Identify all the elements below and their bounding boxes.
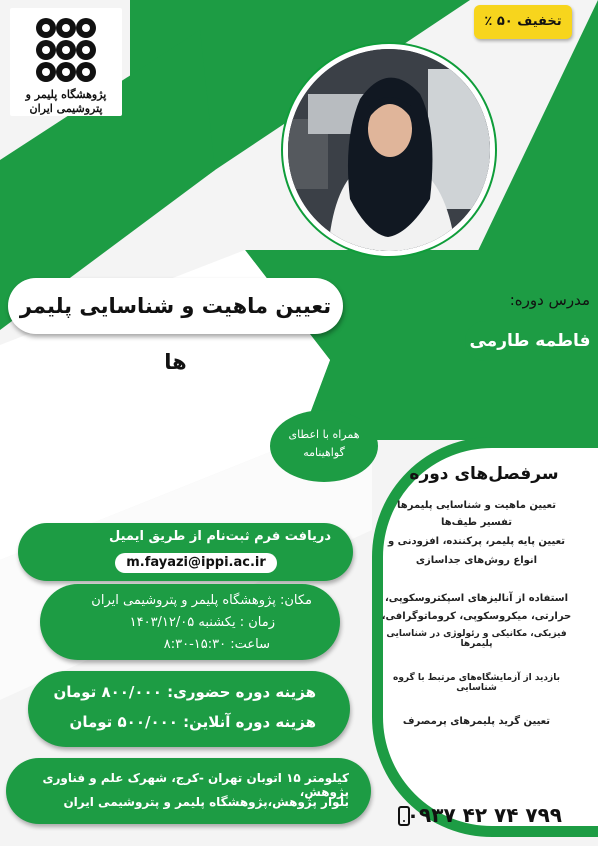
address-line-1: کیلومتر ۱۵ اتوبان تهران -کرج، شهرک علم و فناوری پژوهش، bbox=[42, 771, 349, 799]
syllabus-item: انواع روش‌های جداسازی bbox=[415, 555, 538, 566]
syllabus-item: تفسیر طیف‌ها bbox=[440, 517, 512, 528]
hexagon-cluster-icon bbox=[32, 16, 100, 84]
syllabus-item: تعیین پایه پلیمر، پرکننده، افزودنی و bbox=[387, 536, 565, 547]
venue-time: ساعت: ۱۵:۳۰-۸:۳۰ bbox=[163, 637, 270, 652]
portrait-image bbox=[288, 49, 490, 251]
syllabus-panel bbox=[372, 437, 598, 837]
fee-online: هزینه دوره آنلاین: ۵۰۰/۰۰۰ تومان bbox=[69, 713, 316, 731]
address-line-2: بلوار پژوهش،پژوهشگاه پلیمر و پتروشیمی ایران bbox=[63, 795, 349, 809]
course-title: تعیین ماهیت و شناسایی پلیمر ها bbox=[8, 278, 343, 334]
phone-number[interactable]: ۰۹۳۷ ۴۲ ۷۴ ۷۹۹ bbox=[406, 803, 562, 827]
syllabus-title: سرفصل‌های دوره bbox=[409, 464, 559, 484]
syllabus-item: تعیین گرید پلیمرهای پرمصرف bbox=[402, 716, 551, 727]
instructor-label: مدرس دوره: bbox=[509, 291, 590, 309]
institute-logo bbox=[10, 8, 122, 116]
syllabus-item: بازدید از آزمایشگاه‌های مرتبط با گروه شناسایی bbox=[393, 673, 560, 693]
instructor-photo bbox=[283, 44, 495, 256]
instructor-name: فاطمه طارمی bbox=[469, 331, 591, 351]
address-pill bbox=[6, 758, 371, 824]
certificate-line-1: همراه با اعطای bbox=[288, 428, 360, 441]
certificate-badge bbox=[270, 410, 378, 482]
syllabus-item: تعیین ماهیت و شناسایی پلیمرها bbox=[397, 500, 556, 511]
registration-text: دریافت فرم ثبت‌نام از طریق ایمیل bbox=[108, 529, 331, 544]
logo-text: پژوهشگاه پلیمر و پتروشیمی ایران bbox=[25, 88, 107, 115]
registration-email[interactable]: m.fayazi@ippi.ac.ir bbox=[115, 553, 277, 573]
venue-pill bbox=[40, 584, 340, 660]
syllabus-item: فیزیکی، مکانیکی و رئولوژی در شناسایی پلیمرها bbox=[386, 629, 567, 649]
fees-pill bbox=[28, 671, 350, 747]
fee-in-person: هزینه دوره حضوری: ۸۰۰/۰۰۰ تومان bbox=[53, 683, 316, 701]
discount-badge: تخفیف ۵۰ ٪ bbox=[474, 5, 572, 39]
certificate-line-2: گواهینامه bbox=[303, 446, 345, 459]
syllabus-item: حرارتی، میکروسکوپی، کروماتوگرافی، bbox=[381, 611, 572, 622]
venue-location: مکان: پژوهشگاه پلیمر و پتروشیمی ایران bbox=[91, 593, 312, 608]
syllabus-item: استفاده از آنالیزهای اسپکتروسکوپی، bbox=[384, 593, 569, 604]
venue-date: زمان : یکشنبه ۱۴۰۳/۱۲/۰۵ bbox=[129, 615, 275, 630]
instructor-name-pill bbox=[465, 321, 598, 361]
